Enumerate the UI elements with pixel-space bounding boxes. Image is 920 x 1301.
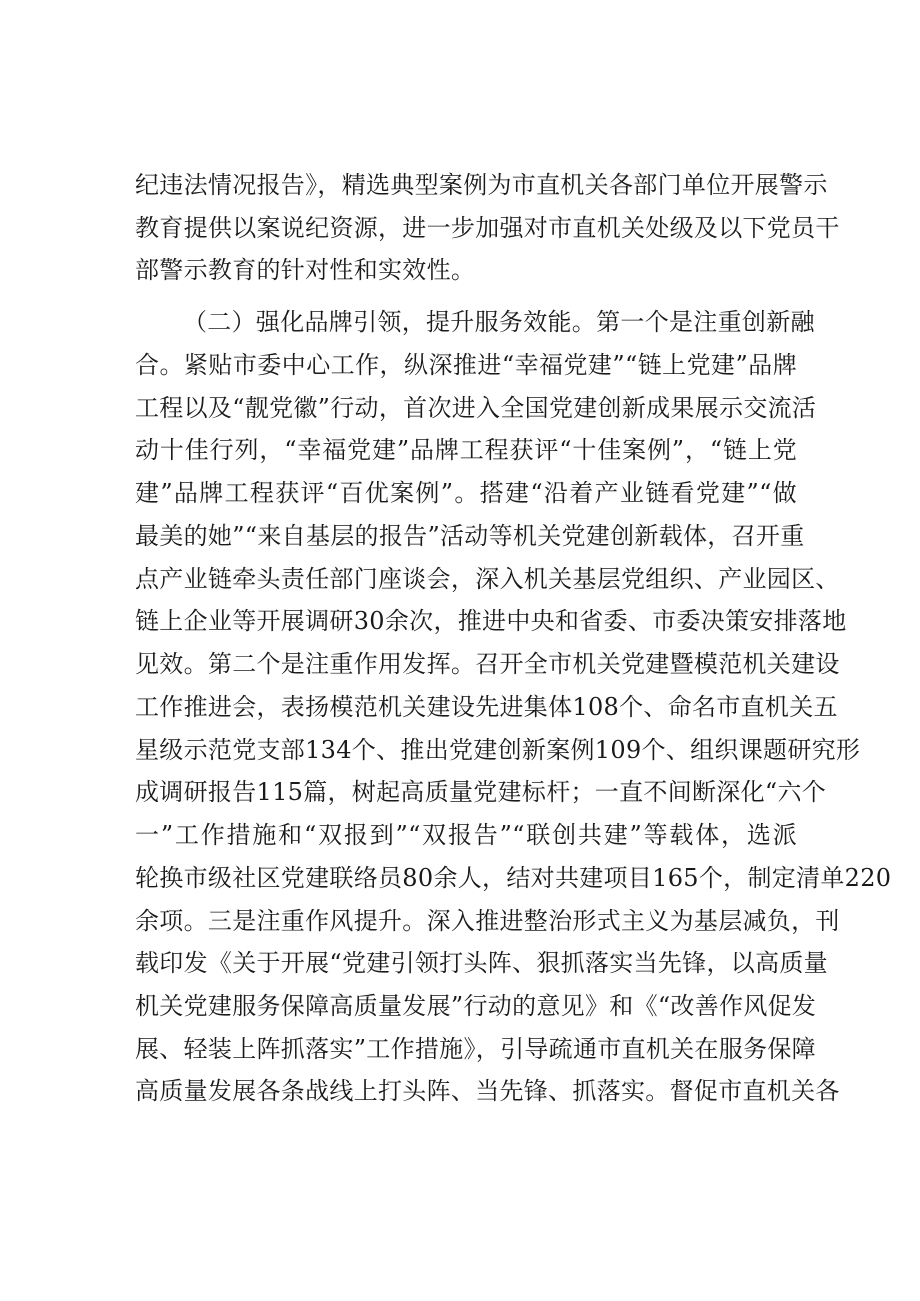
text-line: 建”品牌工程获评“百优案例”。搭建“沿着产业链看党建”“做 [135,479,797,507]
text-line: 余项。三是注重作风提升。深入推进整治形式主义为基层减负，刊 [135,907,840,935]
text-line: 轮换市级社区党建联络员80余人，结对共建项目165个，制定清单220 [135,864,892,892]
text-line: 动十佳行列，“幸福党建”品牌工程获评“十佳案例”，“链上党 [135,436,797,464]
text-line: 星级示范党支部134个、推出党建创新案例109个、组织课题研究形 [135,736,861,764]
text-line: 纪违法情况报告》，精选典型案例为市直机关各部门单位开展警示 [135,171,828,199]
text-line: 部警示教育的针对性和实效性。 [135,256,476,284]
text-line: 见效。第二个是注重作用发挥。召开全市机关党建暨模范机关建设 [135,650,840,678]
text-line: 工程以及“靓党徽”行动，首次进入全国党建创新成果展示交流活 [135,394,817,422]
text-line: 点产业链牵头责任部门座谈会，深入机关基层党组织、产业园区、 [135,565,840,593]
text-line: 链上企业等开展调研30余次，推进中央和省委、市委决策安排落地 [135,607,847,635]
text-line: 展、轻装上阵抓落实”工作措施》，引导疏通市直机关在服务保障 [135,1035,816,1063]
text-line: 合。紧贴市委中心工作，纵深推进“幸福党建”“链上党建”品牌 [135,351,797,379]
text-line: 成调研报告115篇，树起高质量党建标杆；一直不间断深化“六个 [135,778,827,806]
text-line: 机关党建服务保障高质量发展”行动的意见》和《“改善作风促发 [135,992,817,1020]
text-line: 最美的她”“来自基层的报告”活动等机关党建创新载体，召开重 [135,522,805,550]
paragraph-heading-line: （二）强化品牌引领，提升服务效能。第一个是注重创新融 [183,308,815,336]
text-line: 教育提供以案说纪资源，进一步加强对市直机关处级及以下党员干 [135,214,840,242]
text-line: 载印发《关于开展“党建引领打头阵、狠抓落实当先锋，以高质量 [135,949,828,977]
text-line: 工作推进会，表扬模范机关建设先进集体108个、命名市直机关五 [135,693,838,721]
text-line: 一”工作措施和“双报到”“双报告”“联创共建”等载体，选派 [135,821,797,849]
text-line: 高质量发展各条战线上打头阵、当先锋、抓落实。督促市直机关各 [135,1077,840,1105]
